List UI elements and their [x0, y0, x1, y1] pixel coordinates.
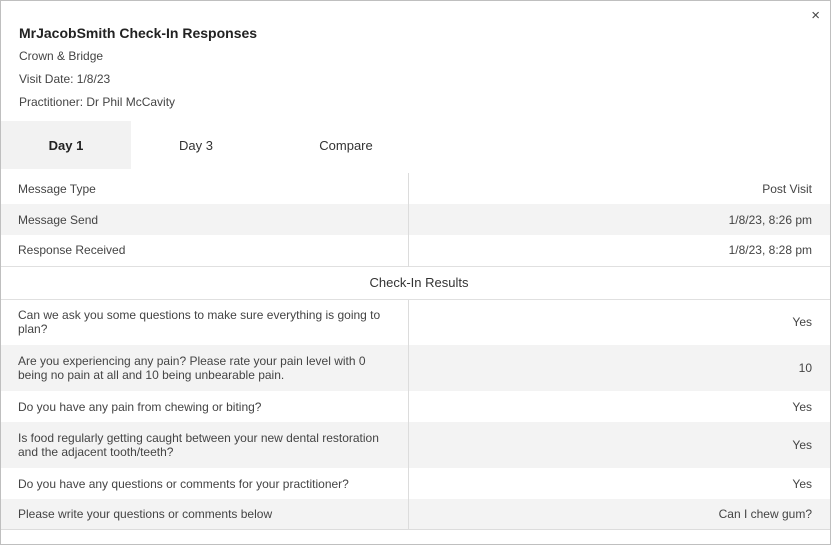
response-received-value: 1/8/23, 8:28 pm: [409, 235, 831, 266]
question-text: Please write your questions or comments below: [1, 499, 409, 529]
answer-text: Yes: [409, 391, 831, 422]
answer-text: Yes: [409, 468, 831, 499]
message-type-label: Message Type: [18, 181, 96, 196]
tab-bar: [1, 121, 431, 169]
table-row: [1, 422, 830, 468]
question-text: Do you have any questions or comments for your practitioner?: [18, 476, 349, 491]
table-row: [1, 173, 830, 204]
response-received-label: Response Received: [18, 243, 126, 258]
table-row: [1, 299, 830, 345]
question-text: Are you experiencing any pain? Please rate your pain level with 0 being no pain at all and 10 being unbearable pain.: [18, 354, 366, 382]
message-send-value: 1/8/23, 8:26 pm: [409, 204, 831, 235]
check-in-table: [1, 173, 830, 530]
answer-text: 10: [409, 345, 831, 391]
table-row: [1, 204, 830, 235]
question-text: Do you have any pain from chewing or biting?: [18, 399, 262, 414]
message-send-label: Message Send: [18, 212, 99, 227]
question-text: Is food regularly getting caught between your new dental restoration and the adjacent tooth/teeth?: [18, 431, 379, 459]
answer-text: Yes: [409, 422, 831, 468]
message-type-value: Post Visit: [409, 173, 831, 204]
visit-date-label: Visit Date: 1/8/23: [19, 72, 111, 86]
practitioner-label: Practitioner: Dr Phil McCavity: [19, 95, 176, 109]
close-icon[interactable]: ×: [811, 7, 820, 24]
answer-text: Can I chew gum?: [409, 499, 831, 529]
dialog-title: MrJacobSmith Check-In Responses: [19, 25, 258, 41]
table-row: [1, 235, 830, 266]
tab-compare[interactable]: Compare: [319, 137, 373, 153]
tab-day-1[interactable]: Day 1: [1, 121, 131, 169]
section-title: Check-In Results: [1, 266, 830, 299]
question-text: Can we ask you some questions to make sure everything is going to plan?: [18, 308, 381, 337]
dialog-header: [19, 25, 257, 109]
table-row: [1, 391, 830, 422]
section-header: [1, 266, 830, 299]
tab-day-3[interactable]: Day 3: [179, 137, 213, 153]
table-row: [1, 499, 830, 529]
procedure-label: Crown & Bridge: [19, 49, 104, 63]
answer-text: Yes: [409, 299, 831, 345]
table-row: [1, 345, 830, 391]
table-row: [1, 468, 830, 499]
